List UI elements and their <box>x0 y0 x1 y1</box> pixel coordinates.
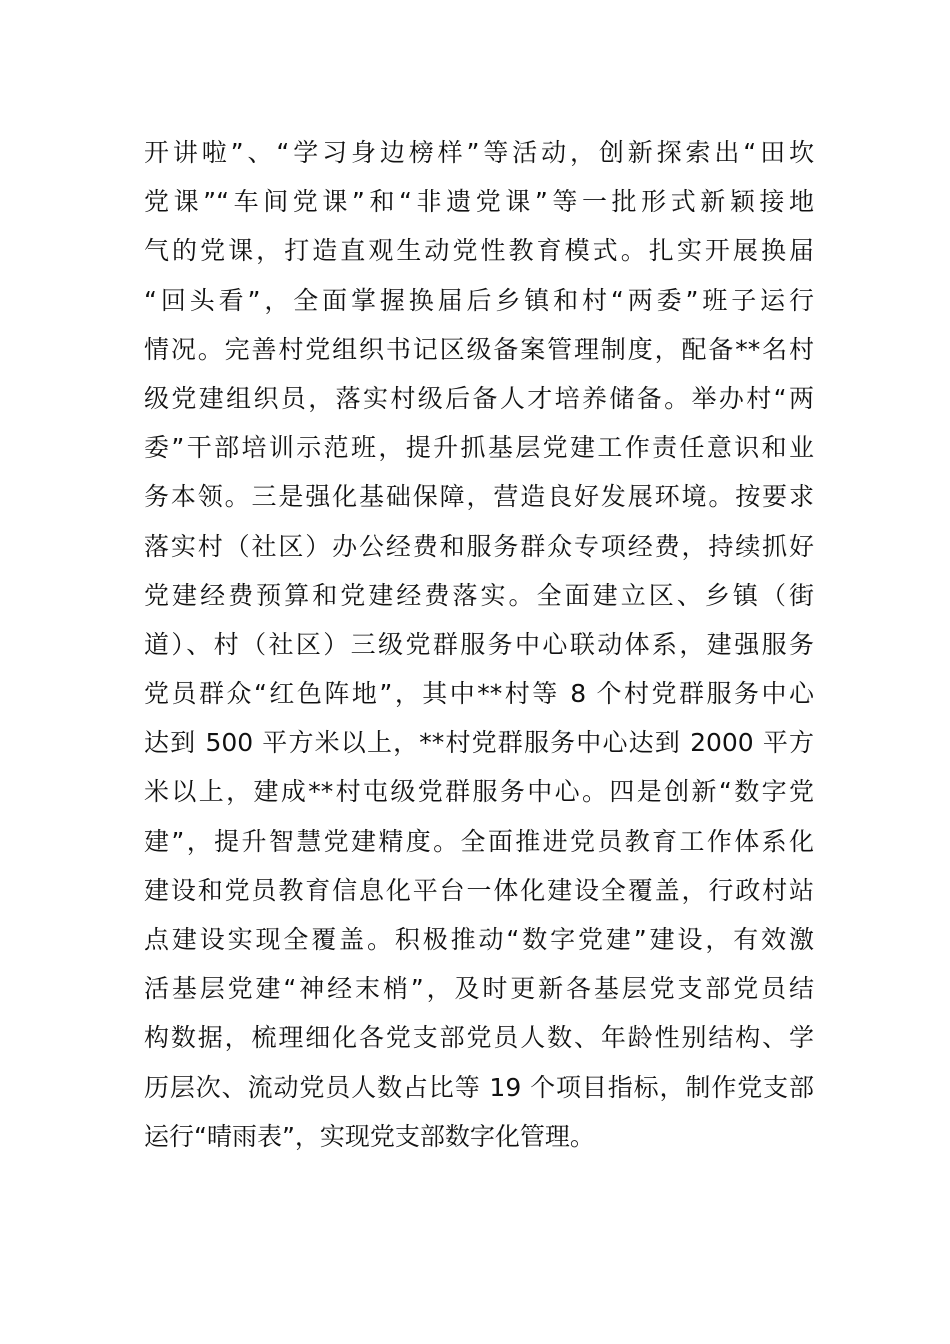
text-line: 务本领。三是强化基础保障，营造良好发展环境。按要求 <box>144 482 814 512</box>
text-line: 情况。完善村党组织书记区级备案管理制度，配备**名村 <box>144 334 814 364</box>
text-line: 党员群众“红色阵地”，其中**村等 8 个村党群服务中心 <box>144 679 814 709</box>
text-line: 建”，提升智慧党建精度。全面推进党员教育工作体系化 <box>144 826 814 856</box>
text-line: 历层次、流动党员人数占比等 19 个项目指标，制作党支部 <box>144 1072 814 1102</box>
text-line: 达到 500 平方米以上，**村党群服务中心达到 2000 平方 <box>144 728 814 758</box>
text-line: 委”干部培训示范班，提升抓基层党建工作责任意识和业 <box>144 433 814 463</box>
text-line: 活基层党建“神经末梢”，及时更新各基层党支部党员结 <box>144 974 814 1004</box>
text-line: 党建经费预算和党建经费落实。全面建立区、乡镇（街 <box>144 580 814 610</box>
text-line: 运行“晴雨表”，实现党支部数字化管理。 <box>144 1121 595 1151</box>
text-line: 点建设实现全覆盖。积极推动“数字党建”建设，有效激 <box>144 925 814 954</box>
text-line: 建设和党员教育信息化平台一体化建设全覆盖，行政村站 <box>144 875 814 905</box>
text-line: 党课”“车间党课”和“非遗党课”等一批形式新颖接地 <box>144 187 814 217</box>
text-line: 级党建组织员，落实村级后备人才培养储备。举办村“两 <box>144 383 814 413</box>
text-line: 构数据，梳理细化各党支部党员人数、年龄性别结构、学 <box>144 1023 814 1053</box>
text-line: 气的党课，打造直观生动党性教育模式。扎实开展换届 <box>144 236 814 266</box>
body-paragraph <box>144 128 814 1161</box>
text-line: 道）、村（社区）三级党群服务中心联动体系，建强服务 <box>144 629 814 659</box>
text-line: 米以上，建成**村屯级党群服务中心。四是创新“数字党 <box>144 777 814 807</box>
text-line: “回头看”，全面掌握换届后乡镇和村“两委”班子运行 <box>144 285 814 315</box>
text-line: 开讲啦”、“学习身边榜样”等活动，创新探索出“田坎 <box>144 138 814 167</box>
text-line: 落实村（社区）办公经费和服务群众专项经费，持续抓好 <box>144 531 814 561</box>
